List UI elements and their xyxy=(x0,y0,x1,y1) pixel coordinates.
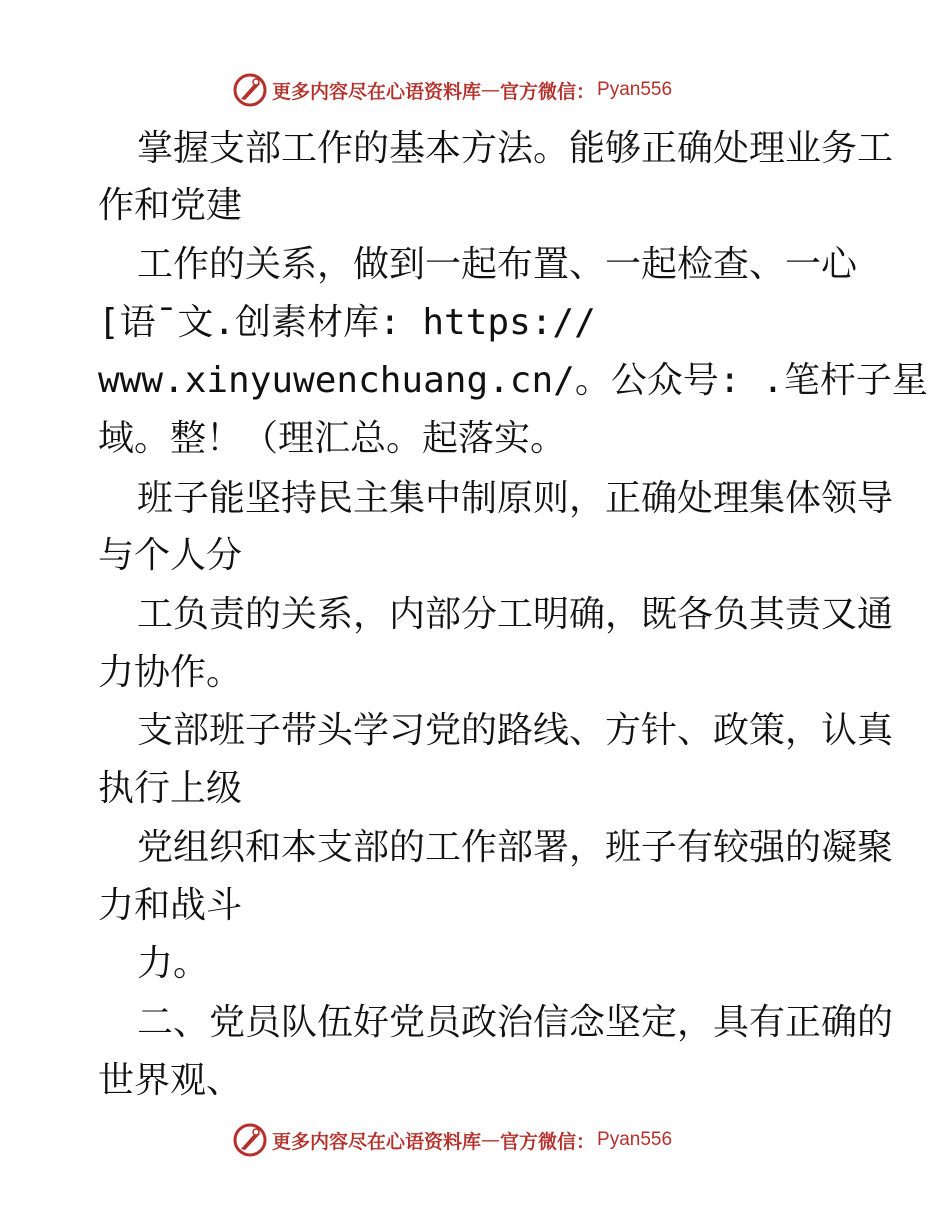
quill-logo-icon xyxy=(232,72,268,108)
banner-wechat-id: Pyan556 xyxy=(597,1129,673,1150)
banner-separator: — xyxy=(481,79,501,101)
text-line: 执行上级 xyxy=(98,768,243,809)
banner-text: 更多内容尽在心语资料库 xyxy=(272,1130,482,1153)
banner-wechat-id: Pyan556 xyxy=(597,79,673,100)
text-line: 二、党员队伍好党员政治信念坚定，具有正确的 xyxy=(137,1002,894,1043)
text-line: 班子能坚持民主集中制原则，正确处理集体领导 xyxy=(137,478,894,519)
header-banner xyxy=(232,70,672,110)
banner-text: 更多内容尽在心语资料库 xyxy=(272,80,482,103)
banner-separator: — xyxy=(481,1129,501,1151)
text-line: 力协作。 xyxy=(98,652,243,693)
text-line: 世界观、 xyxy=(98,1060,243,1101)
text-line: 工负责的关系，内部分工明确，既各负其责又通 xyxy=(137,594,894,635)
text-line: 作和党建 xyxy=(98,185,243,226)
text-line: www.xinyuwenchuang.cn/。公众号: .笔杆子星 xyxy=(98,360,928,401)
banner-wechat-label: 官方微信： xyxy=(500,80,596,103)
banner-wechat-label: 官方微信： xyxy=(500,1130,596,1153)
text-line: 力和战斗 xyxy=(98,885,243,926)
text-line: 与个人分 xyxy=(98,535,243,576)
footer-banner xyxy=(232,1120,672,1160)
text-line: 掌握支部工作的基本方法。能够正确处理业务工 xyxy=(137,128,894,169)
text-line: 工作的关系，做到一起布置、一起检查、一心 xyxy=(137,244,858,285)
text-line: 党组织和本支部的工作部署，班子有较强的凝聚 xyxy=(137,827,894,868)
text-line: 支部班子带头学习党的路线、方针、政策，认真 xyxy=(137,710,894,751)
text-line: [语¯文.创素材库: https:// xyxy=(98,302,596,343)
text-line: 力。 xyxy=(137,943,210,984)
text-line: 域。整！（理汇总。起落实。 xyxy=(98,418,567,459)
quill-logo-icon xyxy=(232,1122,268,1158)
